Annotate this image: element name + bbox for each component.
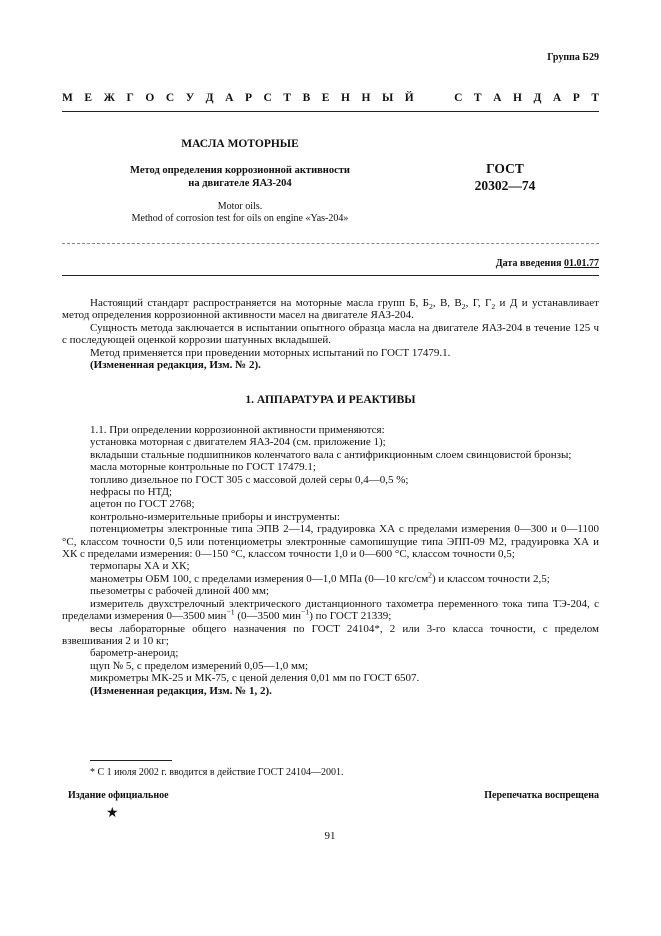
method-line-1: Метод определения коррозионной активности (130, 165, 350, 176)
list-item: контрольно-измерительные приборы и инструменты: (90, 510, 340, 523)
doc-title: МАСЛА МОТОРНЫЕ (181, 138, 299, 150)
list-item: вкладыши стальные подшипников коленчатого вала с антифрикционным слоем свинцовистой бронзы; (90, 448, 572, 461)
english-title (105, 201, 375, 225)
page-number: 91 (324, 830, 336, 842)
heading-letter: Е (84, 92, 93, 104)
barometer-item: барометр-анероид; (90, 647, 179, 660)
star-icon: ★ (106, 806, 119, 821)
heading-letter: Т (591, 92, 599, 104)
heading-letter: М (62, 92, 73, 104)
heading-letter: Н (512, 92, 522, 104)
gost-number (460, 160, 550, 194)
gost-label: ГОСТ (486, 161, 524, 176)
top-divider (62, 111, 599, 112)
manometer-item: манометры ОБМ 100, с пределами измерения 0—1,0 МПа (0—10 кгс/$см^2$) и классом точности 2,5; (90, 570, 550, 585)
heading-letter: Е (321, 92, 330, 104)
heading-letter: Н (361, 92, 371, 104)
piezometer-item: пьезометры с рабочей длиной 400 мм; (90, 585, 270, 598)
footnote: * С 1 июля 2002 г. вводится в действие ГОСТ 24104—2001. (90, 767, 344, 778)
english-line-1: Motor oils. (217, 201, 263, 212)
intro-amendment: (Измененная редакция, Изм. № 2). (90, 359, 261, 372)
heading-letter: У (185, 92, 195, 104)
heading-letter: Р (572, 92, 580, 104)
list-item: топливо дизельное по ГОСТ 305 с массовой долей серы 0,4—0,5 %; (90, 473, 409, 486)
list-item: установка моторная с двигателем ЯАЗ-204 (см. приложение 1); (90, 436, 386, 449)
footnote-divider (90, 760, 172, 761)
standard-heading (62, 92, 599, 104)
heading-letter: Г (126, 92, 134, 104)
title-divider (62, 243, 599, 244)
intro-paragraph-1: Настоящий стандарт распространяется на моторные масла групп Б, $Б_2$, В, $В_2$, Г, $Г_2$ и Д и устанавливает метод определения коррозионной активности масел на двигателе ЯАЗ-204. (62, 297, 599, 322)
micrometer-item: микрометры МК-25 и МК-75, с ценой деления 0,01 мм по ГОСТ 6507. (90, 672, 420, 685)
heading-letter: Р (244, 92, 252, 104)
list-item: нефрасы по НТД; (90, 486, 173, 499)
list-item: потенциометры электронные типа ЭПВ 2—14, градуировка ХА с пределами измерения 0—300 и 0—1100 °С, классом точности 0,5 или потенциометры электронные самопишущие типа ЭПП-09 М2, градуировка ХА и ХК с пределами измерения: 0—150 °С, классом точности 1,0 и 0—600 °С, классом точности 0,5; (62, 523, 599, 561)
heading-letter: Й (404, 92, 414, 104)
heading-letter: С (263, 92, 272, 104)
method-title (110, 164, 370, 190)
tachometer-item: измеритель двухстрелочный электрического дистанционного тахометра переменного тока типа ТЭ-204, с пределами измерения 0—3500 мин$^{-1}$ (0—3500 мин$^{-1}$) по ГОСТ 21339; (62, 597, 599, 623)
heading-letter: Т (283, 92, 292, 104)
date-divider (62, 275, 599, 276)
heading-letter: Т (473, 92, 482, 104)
group-code: Группа Б29 (547, 52, 599, 63)
official-edition: Издание официальное (68, 790, 169, 801)
list-item: ацетон по ГОСТ 2768; (90, 498, 195, 511)
list-item: масла моторные контрольные по ГОСТ 17479.1; (90, 461, 316, 474)
intro-date-value: 01.01.77 (564, 258, 599, 269)
heading-letter: Н (340, 92, 350, 104)
heading-letter: А (552, 92, 562, 104)
method-line-2: на двигателе ЯАЗ-204 (188, 178, 292, 189)
heading-letter: А (493, 92, 502, 104)
reprint-notice: Перепечатка воспрещена (484, 790, 599, 801)
gost-code: 20302—74 (474, 178, 536, 193)
scales-item: весы лабораторные общего назначения по ГОСТ 24104*, 2 или 3-го класса точности, с пределом взвешивания 2 и 10 кг; (62, 622, 599, 647)
heading-letter: О (145, 92, 155, 104)
heading-letter: А (225, 92, 234, 104)
section-1-text (62, 424, 599, 697)
heading-letter (440, 92, 443, 104)
intro-text (62, 297, 599, 371)
heading-letter: Д (533, 92, 542, 104)
heading-letter: Д (205, 92, 214, 104)
heading-letter: В (302, 92, 311, 104)
probe-item: щуп № 5, с пределом измерений 0,05—1,0 мм; (90, 659, 309, 672)
heading-letter: Ж (103, 92, 115, 104)
english-line-2: Method of corrosion test for oils on engine «Yas-204» (131, 213, 349, 224)
heading-letter: С (454, 92, 463, 104)
list-item: 1.1. При определении коррозионной активности применяются: (90, 424, 385, 436)
heading-letter: Ы (381, 92, 394, 104)
intro-paragraph-3: Метод применяется при проведении моторных испытаний по ГОСТ 17479.1. (90, 346, 451, 359)
intro-date (496, 258, 599, 269)
heading-letter: С (165, 92, 175, 104)
intro-paragraph-2: Сущность метода заключается в испытании опытного образца масла на двигателе ЯАЗ-204 в течение 125 ч с последующей оценкой коррозии шатунных вкладышей. (62, 321, 599, 347)
intro-date-label: Дата введения (495, 258, 562, 269)
section-1-title: 1. АППАРАТУРА И РЕАКТИВЫ (245, 394, 416, 406)
heading-letter (425, 92, 428, 104)
list-item: термопары ХА и ХК; (90, 560, 190, 573)
section-1-amendment: (Измененная редакция, Изм. № 1, 2). (90, 684, 272, 697)
